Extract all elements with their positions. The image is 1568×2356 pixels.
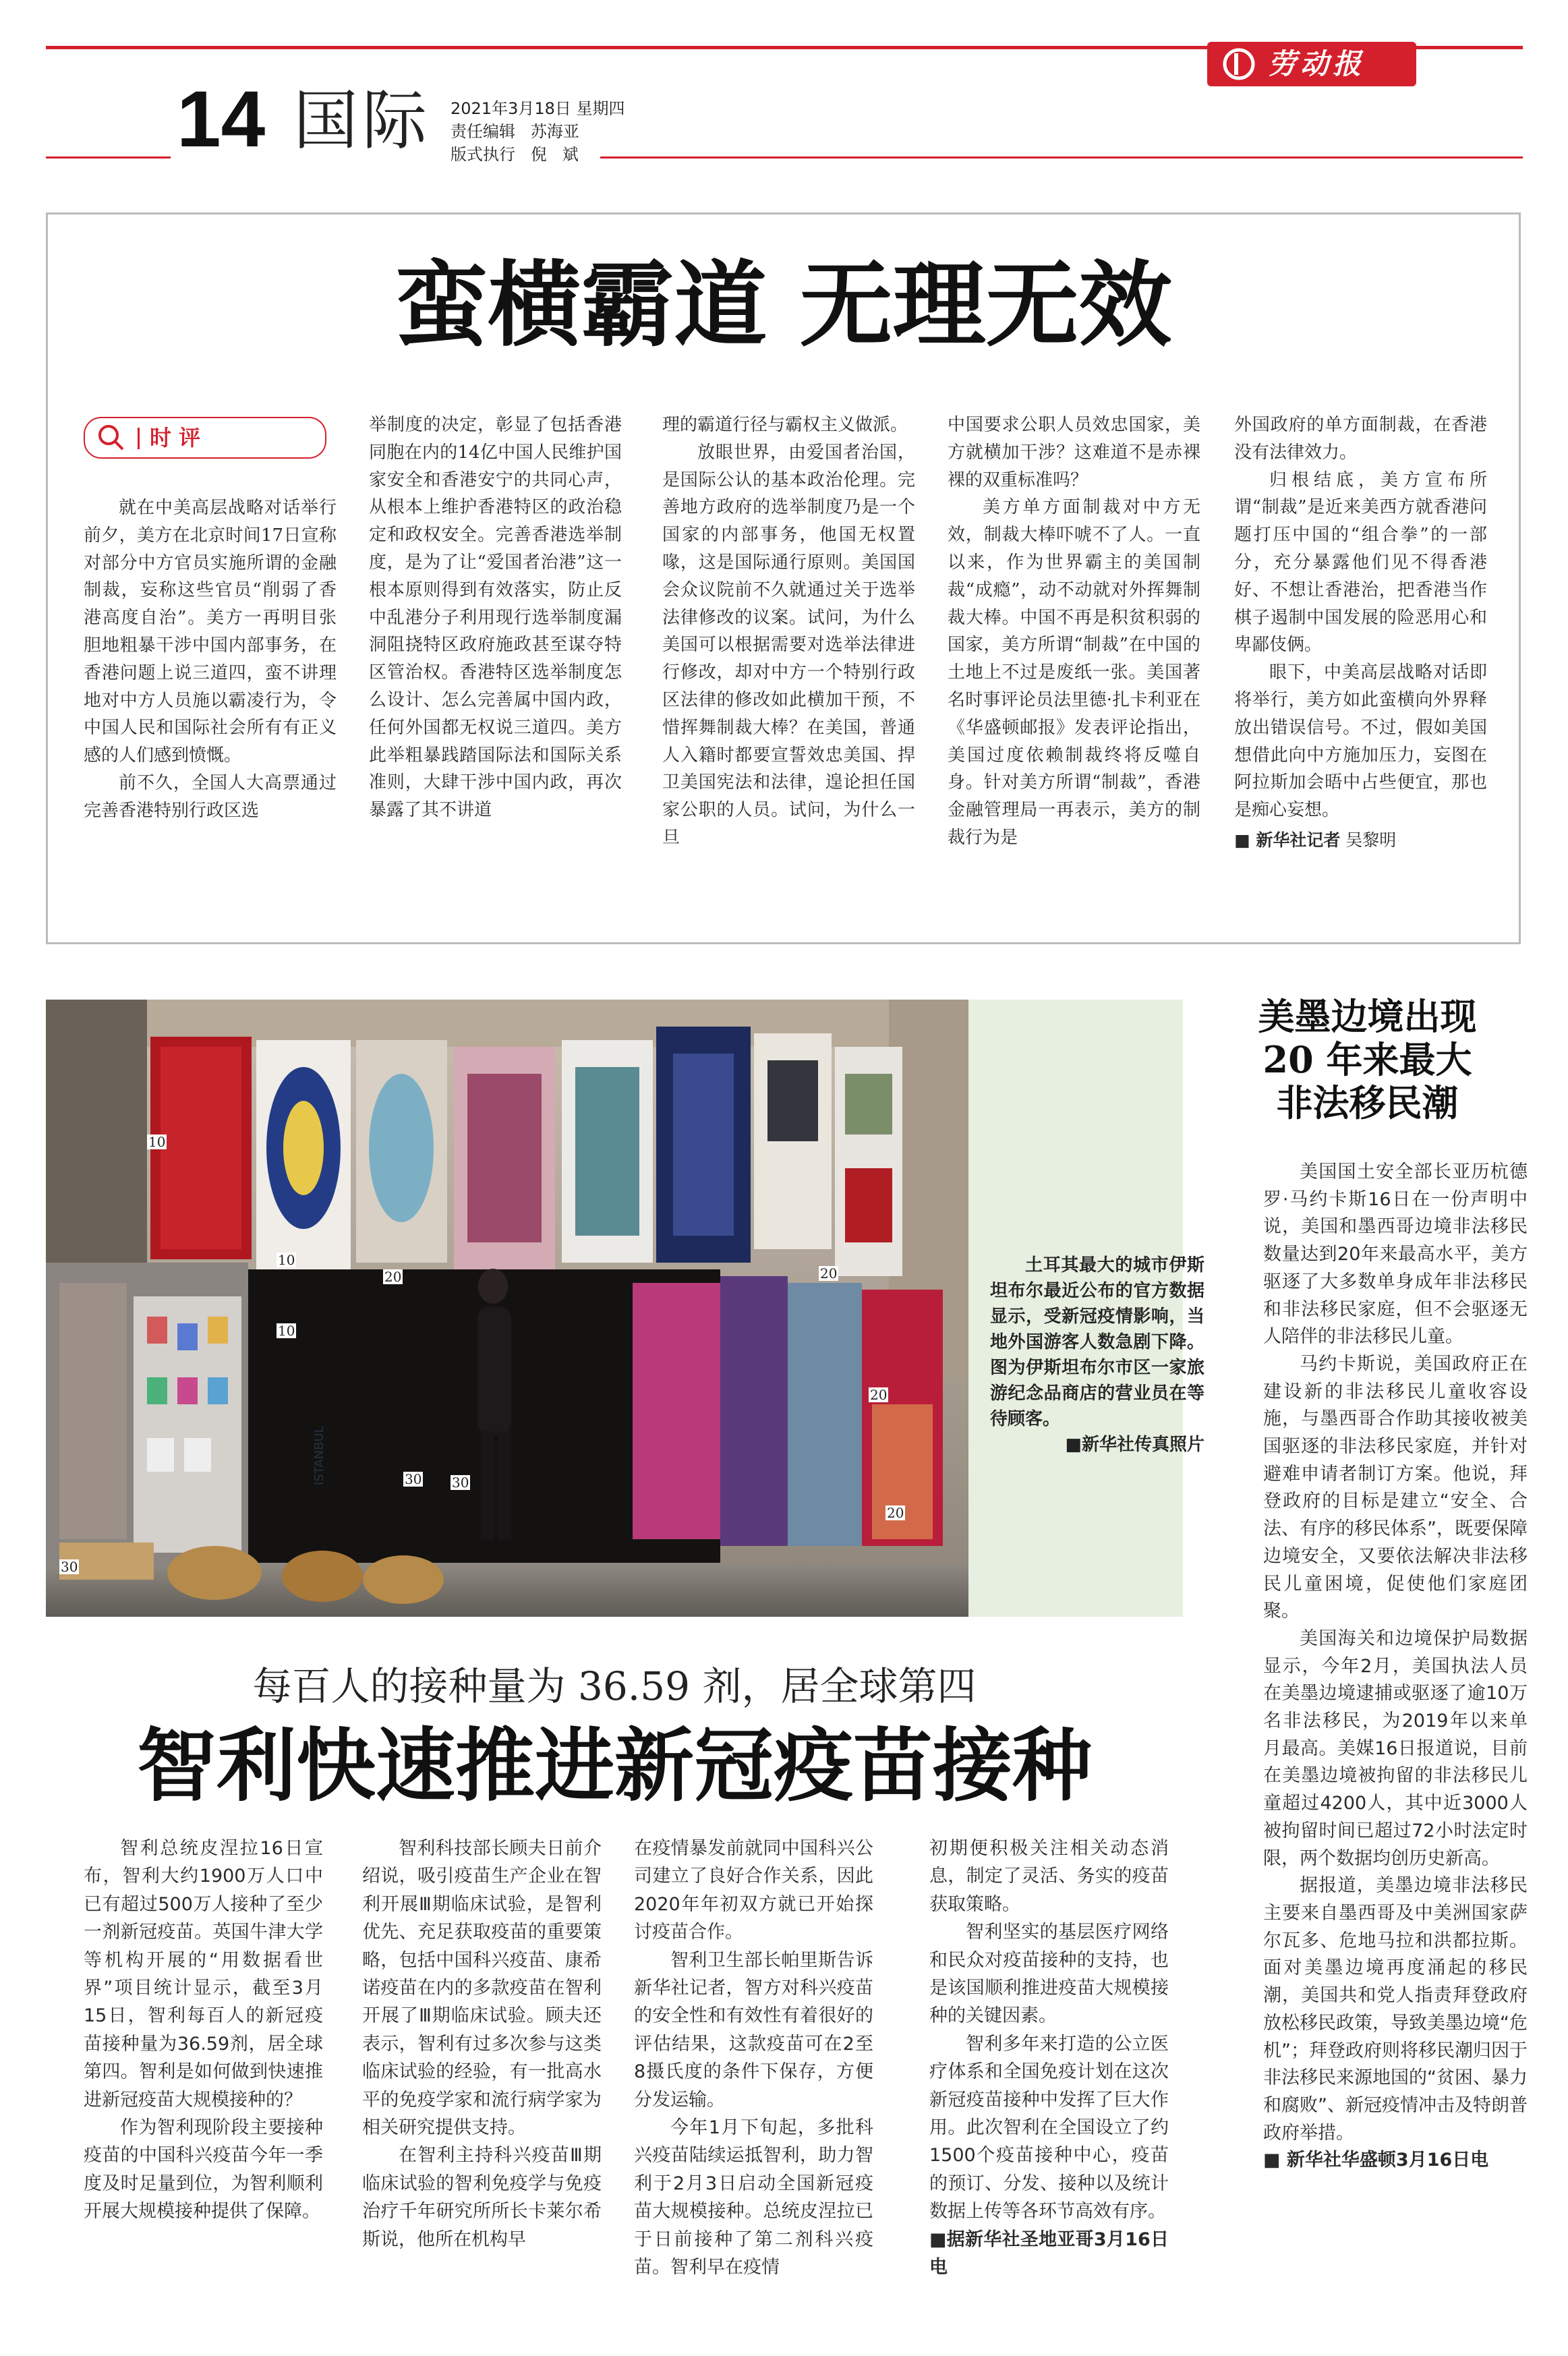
paragraph: 今年1月下旬起，多批科兴疫苗陆续运抵智利，助力智利于2月3日启动全国新冠疫苗大规模接种。总统皮涅拉已于日前接种了第二剂科兴疫苗。智利早在疫情 — [634, 2117, 873, 2278]
commentary-label-divider — [138, 428, 140, 449]
price-tag: 20 — [887, 1505, 904, 1521]
commentary-col-4 — [948, 411, 1200, 852]
price-tag: 20 — [384, 1269, 402, 1285]
photo-frame — [46, 1000, 1204, 1617]
header-date: 2021年3月18日 星期四 — [451, 99, 625, 118]
shop-sign: ISTANBUL — [312, 1426, 326, 1485]
photo-caption — [990, 1253, 1204, 1458]
commentary-col-1 — [84, 494, 337, 825]
commentary-label-text: 时 评 — [150, 425, 201, 451]
paragraph: 就在中美高层战略对话举行前夕，美方在北京时间17日宣称对部分中方官员实施所谓的金融制裁，妄称这些官员“削弱了香港高度自治”。美方一再明目张胆地粗暴干涉中国内部事务，在香港问题上说三道四，蛮不讲理地对中方人员施以霸凌行为，令中国人民和国际社会所有有正义感的人们感到愤慨。 — [84, 498, 337, 766]
paragraph: 美方单方面制裁对中方无效，制裁大棒吓唬不了人。一直以来，作为世界霸主的美国制裁“成瘾”，动不动就对外挥舞制裁大棒。中国不再是积贫积弱的国家，美方所谓“制裁”在中国的土地上不过是废纸一张。美国著名时事评论员法里德·扎卡利亚在《华盛顿邮报》发表评论指出，美国过度依赖制裁终将反噬自身。针对美方所谓“制裁”，香港金融管理局一再表示，美方的制裁行为是 — [948, 497, 1200, 848]
paragraph: 智利总统皮涅拉16日宣布，智利大约1900万人口中已有超过500万人接种了至少一剂新冠疫苗。英国牛津大学等机构开展的“用数据看世界”项目统计显示，截至3月15日，智利每百人的新冠疫苗接种量为36.59剂，居全球第四。智利是如何做到快速推进新冠疫苗大规模接种的？ — [84, 1838, 323, 2110]
caption-credit: ■新华社传真照片 — [1065, 1435, 1204, 1455]
paragraph: 作为智利现阶段主要接种疫苗的中国科兴疫苗今年一季度及时足量到位，为智利顺利开展大规模接种提供了保障。 — [84, 2117, 323, 2222]
price-tag: 20 — [870, 1387, 888, 1403]
vaccine-col-4 — [929, 1835, 1169, 2282]
price-tag: 10 — [278, 1252, 295, 1268]
paragraph: 智利科技部长顾夫日前介绍说，吸引疫苗生产企业在智利开展Ⅲ期临床试验，是智利优先、充足获取疫苗的重要策略，包括中国科兴疫苗、康希诺疫苗在内的多款疫苗在智利开展了Ⅲ期临床试验。顾夫还表示，智利有过多次参与这类临床试验的经验，有一批高水平的免疫学家和流行病学家为相关研究提供支持。 — [362, 1838, 602, 2139]
section-title: 国际 — [293, 83, 431, 159]
price-tag: 10 — [278, 1323, 295, 1339]
paragraph: 初期便积极关注相关动态消息，制定了灵活、务实的疫苗获取策略。 — [929, 1838, 1169, 1915]
header-rule-left — [46, 156, 171, 159]
vaccine-headline: 智利快速推进新冠疫苗接种 — [136, 1719, 1092, 1812]
paragraph: 举制度的决定，彰显了包括香港同胞在内的14亿中国人民维护国家安全和香港安宁的共同心声，从根本上维护香港特区的政治稳定和政权安全。完善香港选举制度，是为了让“爱国者治港”这一根本原则得到有效落实，防止反中乱港分子利用现行选举制度漏洞阻挠特区政府施政甚至谋夺特区管治权。香港特区选举制度怎么设计、怎么完善属中国内政，任何外国都无权说三道四。美方此举粗暴践踏国际法和国际关系准则，大肆干涉中国内政，再次暴露了其不讲道 — [369, 415, 622, 821]
paragraph: 据报道，美墨边境非法移民主要来自墨西哥及中美洲国家萨尔瓦多、危地马拉和洪都拉斯。面对美墨边境再度涌起的移民潮，美国共和党人指责拜登政府放松移民政策，导致美墨边境“危机”；拜登政府则将移民潮归因于非法移民来源地国的“贫困、暴力和腐败”、新冠疫情冲击及特朗普政府举措。 — [1263, 1875, 1528, 2144]
paragraph: 理的霸道行径与霸权主义做派。 — [662, 415, 908, 435]
byline-name: 吴黎明 — [1345, 830, 1397, 850]
vaccine-credit: ■据新华社圣地亚哥3月16日电 — [929, 2229, 1169, 2278]
masthead-logo-icon — [1222, 47, 1256, 81]
price-tag: 10 — [148, 1134, 166, 1150]
souvenir-shop-photo — [46, 1000, 968, 1617]
paragraph: 中国要求公职人员效忠国家，美方就横加干涉？这难道不是赤裸裸的双重标准吗？ — [948, 415, 1200, 490]
header-layout-exec: 版式执行 倪 斌 — [451, 145, 579, 164]
header-rule-right — [600, 156, 1523, 159]
commentary-col-3 — [662, 411, 915, 852]
border-headline — [1214, 995, 1521, 1124]
paragraph: 美国国土安全部长亚历杭德罗·马约卡斯16日在一份声明中说，美国和墨西哥边境非法移民数量达到20年来最高水平，美方驱逐了大多数单身成年非法移民和非法移民家庭，但不会驱逐无人陪伴的非法移民儿童。 — [1263, 1161, 1528, 1348]
byline-org: ■ 新华社记者 — [1234, 830, 1341, 850]
paragraph: 马约卡斯说，美国政府正在建设新的非法移民儿童收容设施，与墨西哥合作助其接收被美国驱逐的非法移民家庭，并针对避难申请者制订方案。他说，拜登政府的目标是建立“安全、合法、有序的移民体系”，既要保障边境安全，又要依法解决非法移民儿童困境，促使他们家庭团聚。 — [1263, 1353, 1528, 1622]
paragraph: 眼下，中美高层战略对话即将举行，美方如此蛮横向外界释放出错误信号。不过，假如美国想借此向中方施加压力，妄图在阿拉斯加会晤中占些便宜，那也是痴心妄想。 — [1234, 662, 1487, 821]
vaccine-col-3 — [634, 1835, 873, 2282]
masthead-badge — [1207, 42, 1416, 86]
border-body — [1263, 1159, 1528, 2175]
caption-text: 土耳其最大的城市伊斯坦布尔最近公布的官方数据显示，受新冠疫情影响，当地外国游客人数急剧下降。图为伊斯坦布尔市区一家旅游纪念品商店的营业员在等待顾客。 — [990, 1255, 1204, 1429]
price-tag: 20 — [820, 1265, 838, 1282]
headline-line: 20 年来最大 — [1262, 1038, 1472, 1081]
paragraph: 智利多年来打造的公立医疗体系和全国免疫计划在这次新冠疫苗接种中发挥了巨大作用。此次智利在全国设立了约1500个疫苗接种中心，疫苗的预订、分发、接种以及统计数据上传等各环节高效有序。 — [929, 2033, 1169, 2222]
paragraph: 前不久，全国人大高票通过完善香港特别行政区选 — [84, 772, 337, 821]
vaccine-col-1 — [84, 1835, 323, 2226]
paragraph: 外国政府的单方面制裁，在香港没有法律效力。 — [1234, 415, 1487, 463]
headline-line: 非法移民潮 — [1276, 1081, 1459, 1124]
paragraph: 智利卫生部长帕里斯告诉新华社记者，智方对科兴疫苗的安全性和有效性有着很好的评估结果，这款疫苗可在2至8摄氏度的条件下保存，方便分发运输。 — [634, 1949, 873, 2110]
paragraph: 智利坚实的基层医疗网络和民众对疫苗接种的支持，也是该国顺利推进疫苗大规模接种的关键因素。 — [929, 1922, 1169, 2027]
commentary-col-2 — [369, 411, 622, 824]
paragraph: 在疫情暴发前就同中国科兴公司建立了良好合作关系，因此2020年年初双方就已开始探讨疫苗合作。 — [634, 1838, 873, 1943]
paragraph: 在智利主持科兴疫苗Ⅲ期临床试验的智利免疫学与免疫治疗千年研究所所长卡莱尔希斯说，他所在机构早 — [362, 2145, 602, 2250]
commentary-col-5 — [1234, 411, 1487, 855]
commentary-byline — [1234, 827, 1487, 855]
paragraph: 放眼世界，由爱国者治国，是国际公认的基本政治伦理。完善地方政府的选举制度乃是一个国家的内部事务，他国无权置喙，这是国际通行原则。美国国会众议院前不久就通过关于选举法律修改的议案。试问，为什么美国可以根据需要对选举法律进行修改，却对中方一个特别行政区法律的修改如此横加干预，不惜挥舞制裁大棒？在美国，普通人入籍时都要宣誓效忠美国、捍卫美国宪法和法律，遑论担任国家公职的人员。试问，为什么一旦 — [662, 442, 915, 848]
vaccine-subhead: 每百人的接种量为 36.59 剂，居全球第四 — [252, 1663, 977, 1709]
header-editor: 责任编辑 苏海亚 — [451, 122, 579, 141]
price-tag: 30 — [405, 1471, 422, 1487]
commentary-label — [84, 417, 326, 459]
price-tag: 30 — [452, 1474, 469, 1491]
masthead-title: 劳动报 — [1268, 47, 1366, 80]
price-tag: 30 — [61, 1559, 78, 1575]
search-icon — [96, 422, 127, 453]
paragraph: 归根结底，美方宣布所谓“制裁”是近来美西方就香港问题打压中国的“组合拳”的一部分，充分暴露他们见不得香港好、不想让香港治，把香港当作棋子遏制中国发展的险恶用心和卑鄙伎俩。 — [1234, 469, 1487, 656]
paragraph: 美国海关和边境保护局数据显示，今年2月，美国执法人员在美墨边境逮捕或驱逐了逾10万名非法移民，为2019年以来单月最高。美媒16日报道说，目前在美墨边境被拘留的非法移民儿童超过4200人，其中近3000人被拘留时间已超过72小时法定时限，两个数据均创历史新高。 — [1263, 1628, 1528, 1869]
vaccine-col-2 — [362, 1835, 602, 2253]
commentary-headline: 蛮横霸道 无理无效 — [395, 250, 1172, 360]
border-credit: ■ 新华社华盛顿3月16日电 — [1263, 2150, 1489, 2171]
headline-line: 美墨边境出现 — [1258, 995, 1477, 1038]
page-number: 14 — [177, 75, 266, 164]
